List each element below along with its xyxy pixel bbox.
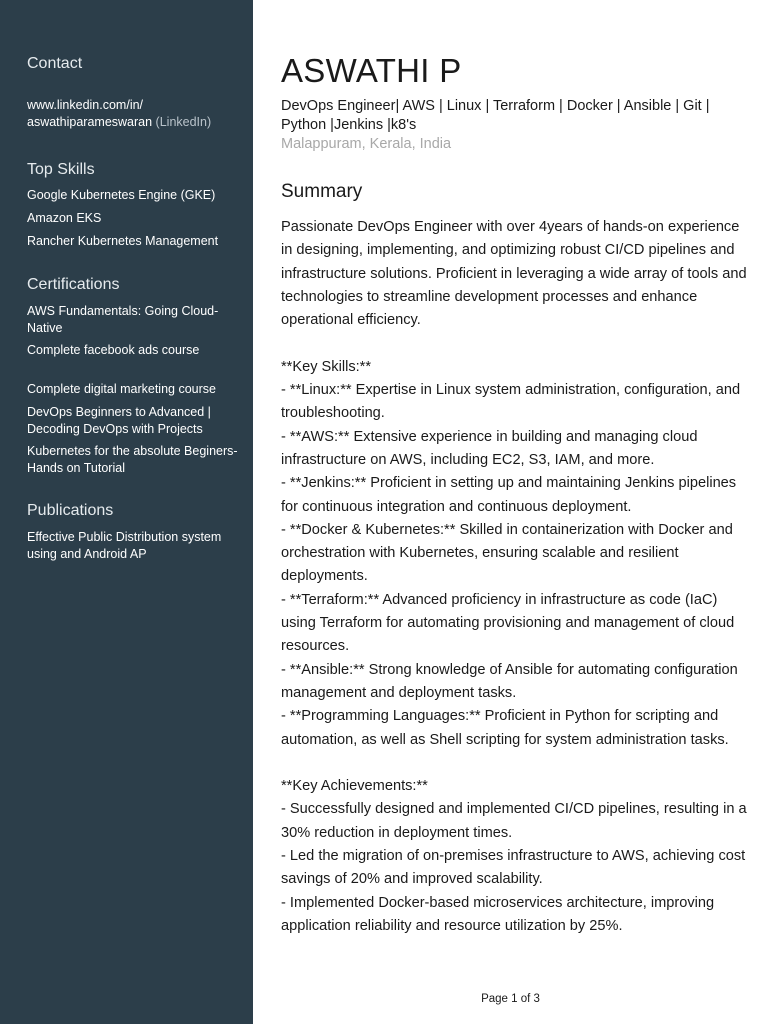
- summary-intro: Passionate DevOps Engineer with over 4years of hands-on experience in designing, implementing, and optimizing robust CI/CD pipelines and infrastructure solutions. Proficient in leveraging a wide array of tools and technologies to streamline development processes and enhance operational efficiency.: [281, 219, 747, 329]
- key-skill-line: - **Programming Languages:** Proficient in Python for scripting and automation, as well as Shell scripting for system administration tasks.: [281, 708, 729, 748]
- headline: DevOps Engineer| AWS | Linux | Terraform | Docker | Ansible | Git | Python |Jenkins |k8's: [281, 98, 710, 133]
- key-skill-line: - **AWS:** Extensive experience in building and managing cloud infrastructure on AWS, including EC2, S3, IAM, and more.: [281, 428, 698, 468]
- skill-item: Rancher Kubernetes Management: [27, 234, 219, 248]
- summary-heading: Summary: [281, 181, 363, 202]
- key-skill-line: - **Jenkins:** Proficient in setting up and maintaining Jenkins pipelines for continuous integration and continuous deployment.: [281, 475, 737, 515]
- top-skills-heading: Top Skills: [27, 161, 95, 178]
- certification-item: DevOps Beginners to Advanced | Decoding DevOps with Projects: [27, 405, 211, 436]
- contact-heading: Contact: [27, 55, 83, 72]
- linkedin-contact[interactable]: [27, 97, 242, 130]
- publications-heading: Publications: [27, 502, 114, 519]
- linkedin-label: (LinkedIn): [155, 114, 212, 129]
- certification-item: Kubernetes for the absolute Beginers-Hands on Tutorial: [27, 444, 238, 475]
- location: Malappuram, Kerala, India: [281, 136, 452, 152]
- achievement-line: - Implemented Docker-based microservices architecture, improving application reliability and resource utilization by 25%.: [281, 894, 715, 934]
- skill-item: Google Kubernetes Engine (GKE): [27, 188, 216, 202]
- skill-item: Amazon EKS: [27, 211, 102, 225]
- key-skills-heading: **Key Skills:**: [281, 358, 372, 375]
- certification-item: Complete facebook ads course: [27, 343, 200, 357]
- key-skill-line: - **Docker & Kubernetes:** Skilled in containerization with Docker and orchestration with Kubernetes, ensuring scalable and resilient deployments.: [281, 521, 733, 585]
- key-skill-line: - **Terraform:** Advanced proficiency in infrastructure as code (IaC) using Terraform for automating provisioning and management of cloud resources.: [281, 591, 735, 655]
- key-skill-line: - **Ansible:** Strong knowledge of Ansible for automating configuration management and deployment tasks.: [281, 661, 738, 701]
- sidebar: [0, 0, 253, 1024]
- linkedin-url-line1[interactable]: www.linkedin.com/in/: [27, 98, 144, 112]
- summary-body: [281, 216, 747, 938]
- key-skill-line: - **Linux:** Expertise in Linux system administration, configuration, and troubleshooting.: [281, 382, 741, 422]
- certification-item: AWS Fundamentals: Going Cloud-Native: [27, 304, 219, 335]
- achievements-heading: **Key Achievements:**: [281, 778, 428, 795]
- certifications-heading: Certifications: [27, 276, 120, 293]
- publication-item: Effective Public Distribution system using and Android AP: [27, 530, 222, 561]
- achievement-line: - Led the migration of on-premises infrastructure to AWS, achieving cost savings of 20% and improved scalability.: [281, 848, 746, 888]
- page-number: Page 1 of 3: [481, 993, 540, 1005]
- achievement-line: - Successfully designed and implemented CI/CD pipelines, resulting in a 30% reduction in deployment times.: [281, 801, 747, 841]
- certification-item: Complete digital marketing course: [27, 382, 216, 396]
- linkedin-url-line2[interactable]: aswathiparameswaran: [27, 114, 153, 129]
- candidate-name: ASWATHI P: [281, 52, 462, 89]
